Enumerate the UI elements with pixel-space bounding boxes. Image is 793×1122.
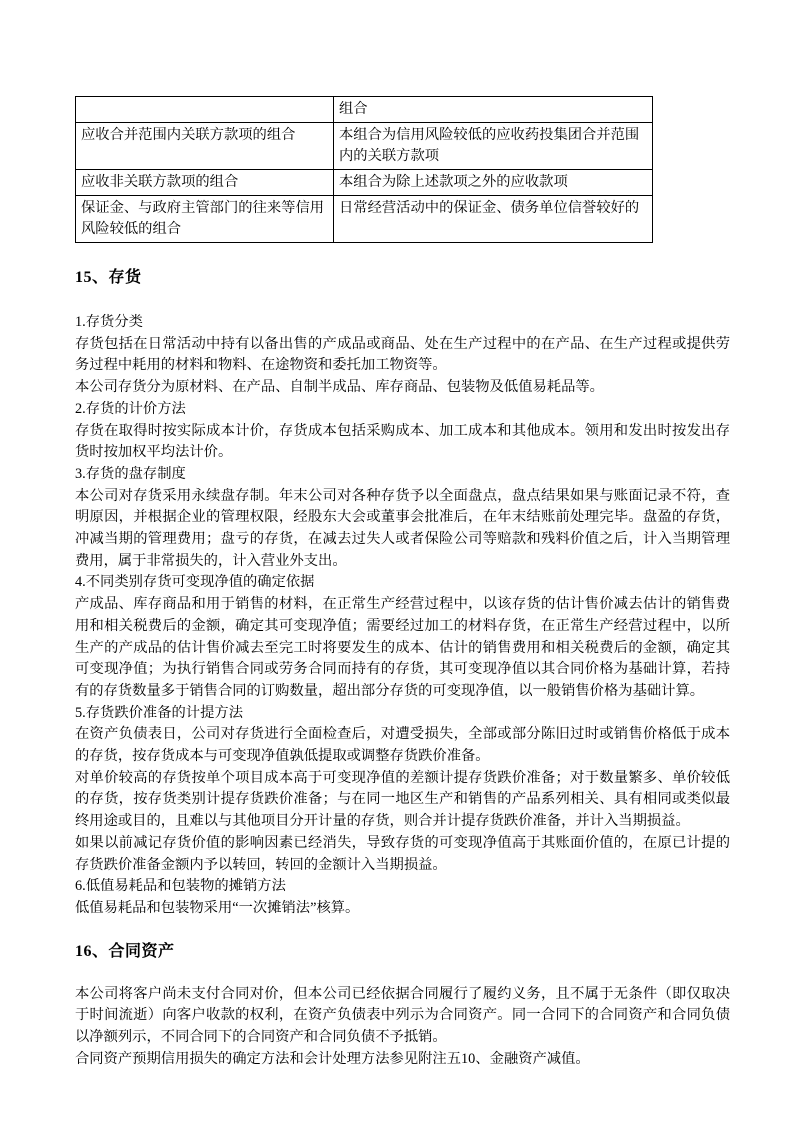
section-16-heading: 16、合同资产 xyxy=(75,942,175,960)
table-cell-portfolio-name: 保证金、与政府主管部门的往来等信用风险较低的组合 xyxy=(76,196,334,243)
paragraph: 5.存货跌价准备的计提方法 xyxy=(75,704,243,721)
table-row xyxy=(76,196,653,243)
table-row xyxy=(76,170,653,196)
paragraph: 4.不同类别存货可变现净值的确定依据 xyxy=(75,574,315,591)
receivables-portfolio-table xyxy=(75,96,653,243)
paragraph: 存货在取得时按实际成本计价，存货成本包括采购成本、加工成本和其他成本。领用和发出时按发出存货时按加权平均法计价。 xyxy=(75,422,730,461)
paragraph: 本公司将客户尚未支付合同对价，但本公司已经依据合同履行了履约义务，且不属于无条件（即仅取决于时间流逝）向客户收款的权利，在资产负债表中列示为合同资产。同一合同下的合同资产和合同负债以净额列示，不同合同下的合同资产和合同负债不予抵销。 xyxy=(75,985,730,1046)
paragraph: 本公司存货分为原材料、在产品、自制半成品、库存商品、包装物及低值易耗品等。 xyxy=(75,379,604,396)
table-cell-portfolio-basis: 日常经营活动中的保证金、债务单位信誉较好的 xyxy=(334,196,653,243)
table-cell-portfolio-name: 应收合并范围内关联方款项的组合 xyxy=(76,123,334,170)
table-cell-portfolio-basis: 组合 xyxy=(334,97,653,123)
paragraph: 存货包括在日常活动中持有以备出售的产成品或商品、处在生产过程中的在产品、在生产过程或提供劳务过程中耗用的材料和物料、在途物资和委托加工物资等。 xyxy=(75,335,730,374)
paragraph: 对单价较高的存货按单个项目成本高于可变现净值的差额计提存货跌价准备；对于数量繁多、单价较低的存货，按存货类别计提存货跌价准备；与在同一地区生产和销售的产品系列相关、具有相同或类似最终用途或目的，且难以与其他项目分开计量的存货，则合并计提存货跌价准备，并计入当期损益。 xyxy=(75,769,730,830)
paragraph: 1.存货分类 xyxy=(75,314,143,330)
paragraph: 在资产负债表日，公司对存货进行全面检查后，对遭受损失，全部或部分陈旧过时或销售价格低于成本的存货，按存货成本与可变现净值孰低提取或调整存货跌价准备。 xyxy=(75,726,730,765)
table-cell-portfolio-basis: 本组合为信用风险较低的应收药投集团合并范围内的关联方款项 xyxy=(334,123,653,170)
receivables-portfolio-table-body xyxy=(76,97,653,243)
paragraph: 低值易耗品和包装物采用“一次摊销法”核算。 xyxy=(75,899,360,916)
section-15-heading: 15、存货 xyxy=(75,269,142,286)
paragraph: 产成品、库存商品和用于销售的材料，在正常生产经营过程中，以该存货的估计售价减去估计的销售费用和相关税费后的金额，确定其可变现净值；需要经过加工的材料存货，在正常生产经营过程中，以所生产的产成品的估计售价减去至完工时将要发生的成本、估计的销售费用和相关税费后的金额，确定其可变现净值；为执行销售合同或劳务合同而持有的存货，其可变现净值以其合同价格为基础计算，若持有的存货数量多于销售合同的订购数量，超出部分存货的可变现净值，以一般销售价格为基础计算。 xyxy=(75,596,730,699)
page-content xyxy=(75,0,730,1071)
paragraph: 3.存货的盘存制度 xyxy=(75,465,186,482)
table-row xyxy=(76,123,653,170)
paragraph: 合同资产预期信用损失的确定方法和会计处理方法参见附注五10、金融资产减值。 xyxy=(75,1050,590,1067)
paragraph: 如果以前减记存货价值的影响因素已经消失，导致存货的可变现净值高于其账面价值的，在原已计提的存货跌价准备金额内予以转回，转回的金额计入当期损益。 xyxy=(75,834,730,873)
table-row xyxy=(76,97,653,123)
table-cell-portfolio-name: 应收非关联方款项的组合 xyxy=(76,170,334,196)
paragraph: 2.存货的计价方法 xyxy=(75,400,186,417)
table-cell-portfolio-name xyxy=(76,97,334,123)
table-cell-portfolio-basis: 本组合为除上述款项之外的应收款项 xyxy=(334,170,653,196)
section-16-body xyxy=(75,984,730,1071)
paragraph: 6.低值易耗品和包装物的摊销方法 xyxy=(75,878,286,895)
paragraph: 本公司对存货采用永续盘存制。年末公司对各种存货予以全面盘点，盘点结果如果与账面记录不符，查明原因，并根据企业的管理权限，经股东大会或董事会批准后，在年末结账前处理完毕。盘盈的存货，冲减当期的管理费用；盘亏的存货，在减去过失人或者保险公司等赔款和残料价值之后，计入当期管理费用，属于非常损失的，计入营业外支出。 xyxy=(75,487,730,569)
section-15-body xyxy=(75,312,730,920)
